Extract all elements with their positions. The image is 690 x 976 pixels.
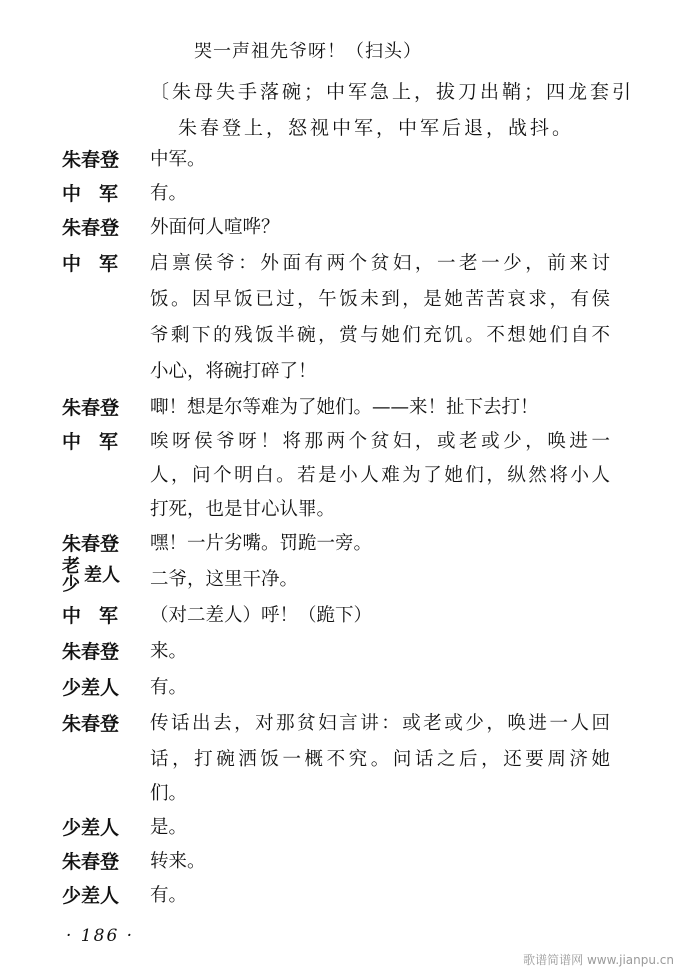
speech-line: 人，问个明白。若是小人难为了她们，纵然将小人: [150, 465, 610, 486]
speaker-name: 中军: [62, 183, 137, 205]
page-number: · 186 ·: [66, 926, 135, 946]
speaker-name: 朱春登: [62, 641, 120, 663]
speaker-name: 朱春登: [62, 533, 120, 555]
speech-line: 是。: [150, 817, 188, 838]
speaker-name: 少差人: [62, 817, 120, 839]
speech-line: 转来。: [150, 851, 206, 872]
speech-line: 二爷，这里干净。: [150, 569, 299, 590]
speech-line: 们。: [150, 783, 188, 804]
speaker-name: 中军: [62, 253, 137, 275]
speech-line: 启禀侯爷：外面有两个贫妇，一老一少，前来讨: [150, 253, 610, 274]
speech-line: 唉呀侯爷呀！将那两个贫妇，或老或少，唤进一: [150, 431, 610, 452]
speaker-name: 朱春登: [62, 851, 120, 873]
speech-line: 嘿！一片劣嘴。罚跪一旁。: [150, 533, 373, 554]
speaker-name: 少差人: [62, 677, 120, 699]
speaker-name: 中军: [62, 431, 137, 453]
speech-line: 小心，将碗打碎了！: [150, 361, 317, 382]
speech-line: 来。: [150, 641, 188, 662]
speaker-name: 朱春登: [62, 149, 120, 171]
speech-line: 话，打碗洒饭一概不究。问话之后，还要周济她: [150, 749, 610, 770]
speech-line: 有。: [150, 183, 188, 204]
speech-line: 传话出去，对那贫妇言讲：或老或少，唤进一人回: [150, 713, 610, 734]
speech-line: 唧！想是尔等难为了她们。——来！扯下去打！: [150, 397, 539, 418]
stage-direction-line: 朱春登上，怒视中军，中军后退，战抖。: [178, 117, 575, 139]
speech-line: 饭。因早饭已过，午饭未到，是她苦苦哀求，有侯: [150, 289, 610, 310]
speaker-name: 朱春登: [62, 217, 120, 239]
speech-line: 打死，也是甘心认罪。: [150, 499, 336, 520]
speaker-part: 老: [62, 556, 80, 577]
speech-line: 有。: [150, 885, 188, 906]
speech-line: 爷剩下的残饭半碗，赏与她们充饥。不想她们自不: [150, 325, 610, 346]
sung-line: 哭一声祖先爷呀！（扫头）: [194, 41, 422, 62]
speaker-name: 少差人: [62, 885, 120, 907]
speaker-name: 朱春登: [62, 713, 120, 735]
speech-line: 有。: [150, 677, 188, 698]
speech-line: 中军。: [150, 149, 206, 170]
speaker-part: 差人: [84, 565, 120, 586]
speaker-part: 少: [62, 574, 80, 595]
speaker-name: 中军: [62, 605, 137, 627]
stage-direction-line: 〔朱母失手落碗；中军急上，拔刀出鞘；四龙套引: [150, 81, 635, 103]
speaker-name: 朱春登: [62, 397, 120, 419]
speech-line: 外面何人喧哗？: [150, 217, 280, 238]
watermark: 歌谱简谱网 www.jianpu.cn: [523, 953, 674, 967]
speech-line: （对二差人）呼！（跪下）: [150, 605, 373, 626]
